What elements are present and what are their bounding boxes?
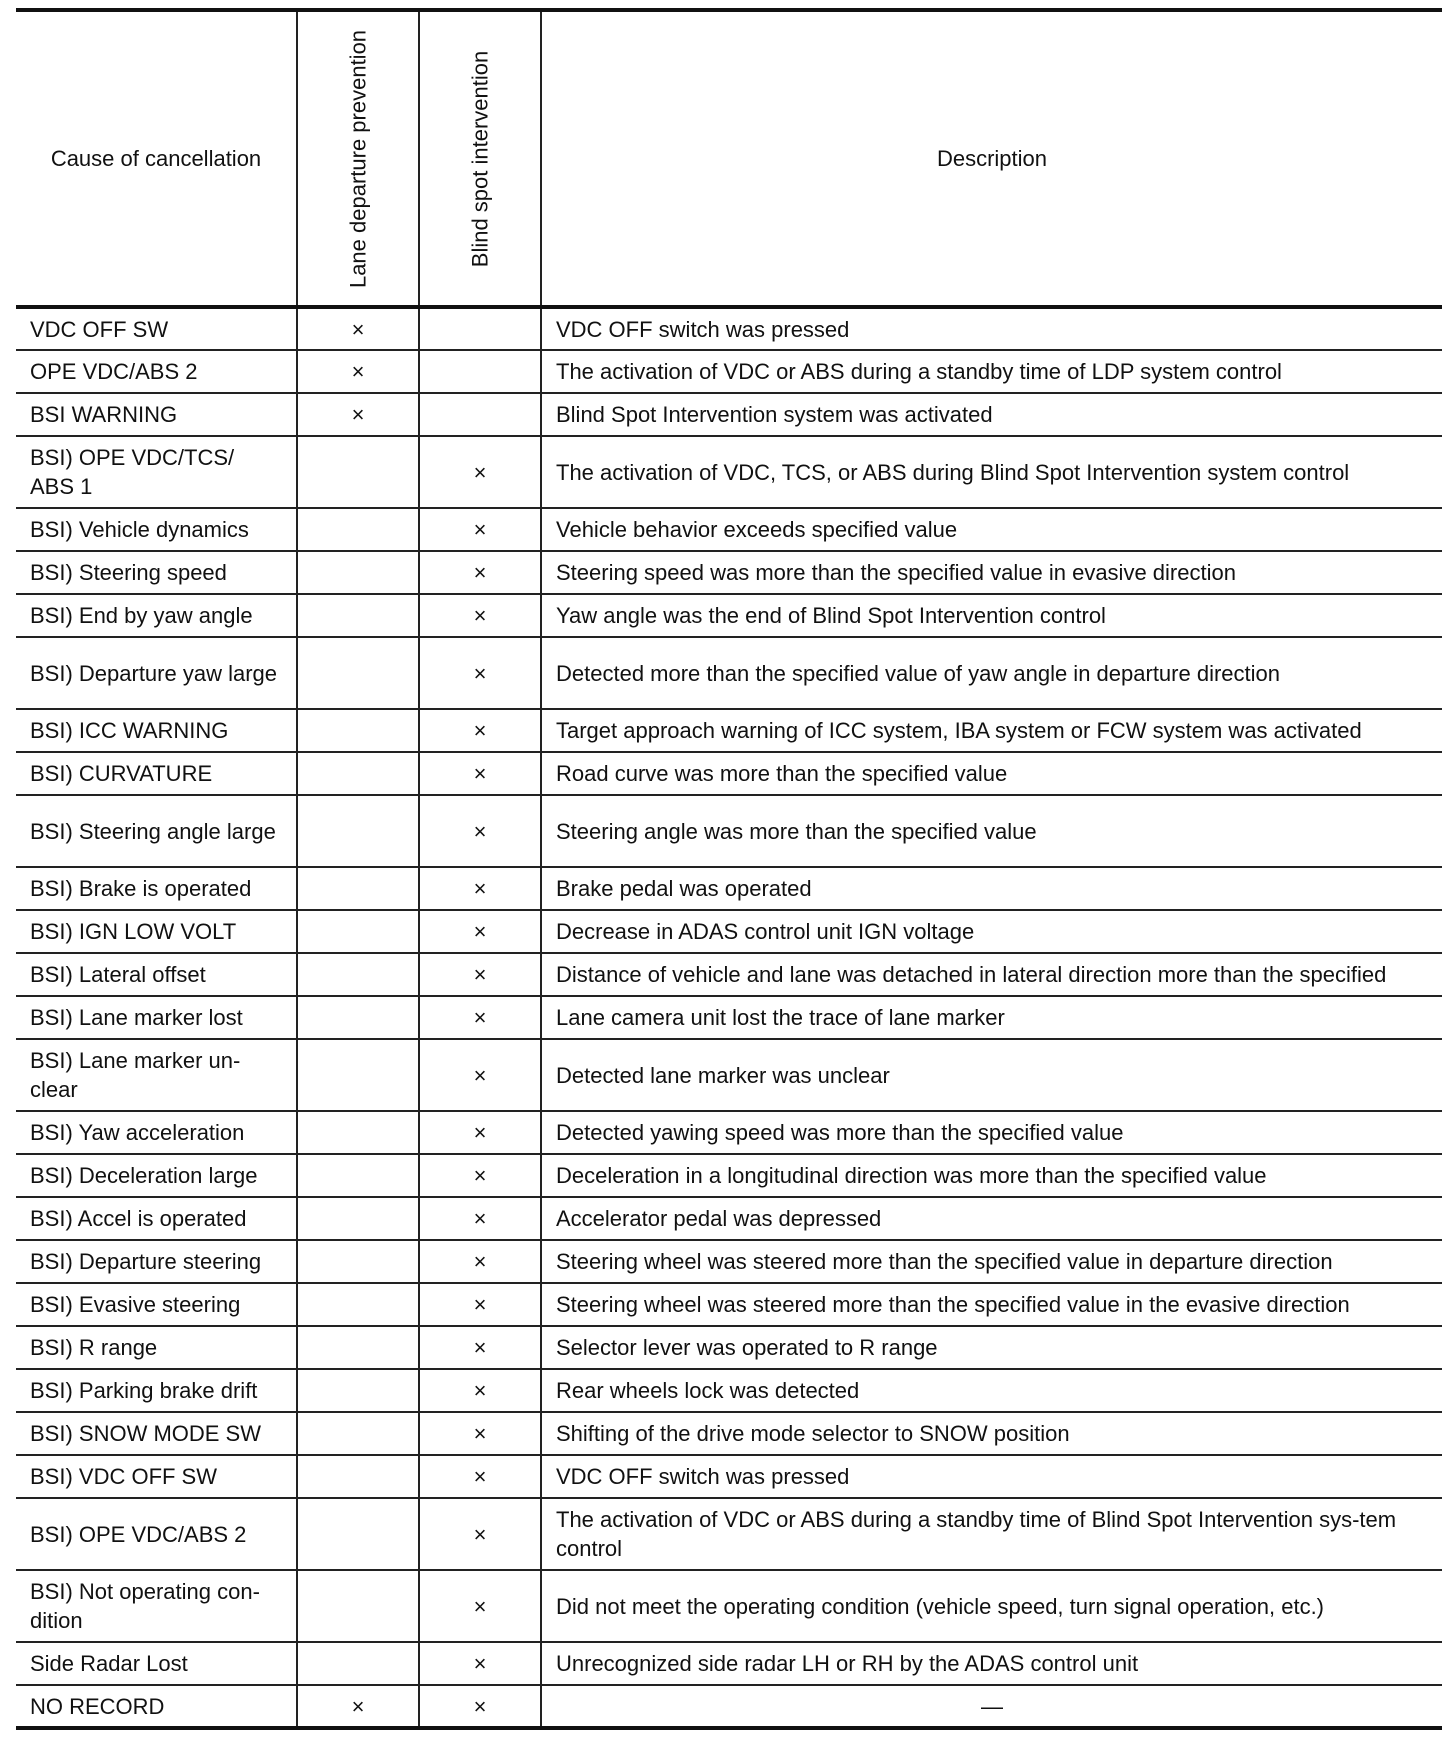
bsi-mark-cell: × — [419, 867, 541, 910]
description-cell: Decrease in ADAS control unit IGN voltage — [541, 910, 1442, 953]
ldp-mark-cell — [297, 1240, 419, 1283]
cause-cell: BSI) Parking brake drift — [16, 1369, 297, 1412]
header-ldp-label: Lane departure prevention — [345, 29, 371, 288]
description-cell: Steering wheel was steered more than the specified value in departure direction — [541, 1240, 1442, 1283]
table-row — [16, 1326, 1442, 1369]
bsi-mark-cell: × — [419, 1642, 541, 1685]
description-cell: Blind Spot Intervention system was activated — [541, 393, 1442, 436]
ldp-mark-cell — [297, 1642, 419, 1685]
table-row — [16, 1154, 1442, 1197]
header-bsi — [419, 10, 541, 307]
description-cell: Steering angle was more than the specified value — [541, 795, 1442, 867]
bsi-mark-cell: × — [419, 1111, 541, 1154]
header-description: Description — [541, 10, 1442, 307]
table-row — [16, 637, 1442, 709]
description-cell: Selector lever was operated to R range — [541, 1326, 1442, 1369]
description-cell: VDC OFF switch was pressed — [541, 1455, 1442, 1498]
cause-cell: Side Radar Lost — [16, 1642, 297, 1685]
cause-cell: BSI) Steering angle large — [16, 795, 297, 867]
bsi-mark-cell: × — [419, 1039, 541, 1111]
table-row — [16, 436, 1442, 508]
ldp-mark-cell — [297, 1369, 419, 1412]
bsi-mark-cell: × — [419, 436, 541, 508]
ldp-mark-cell: × — [297, 1685, 419, 1728]
bsi-mark-cell: × — [419, 1455, 541, 1498]
bsi-mark-cell: × — [419, 551, 541, 594]
bsi-mark-cell: × — [419, 1326, 541, 1369]
cause-cell: BSI) Deceleration large — [16, 1154, 297, 1197]
table-row — [16, 1642, 1442, 1685]
ldp-mark-cell — [297, 551, 419, 594]
description-cell: Distance of vehicle and lane was detached in lateral direction more than the specified — [541, 953, 1442, 996]
table-row — [16, 996, 1442, 1039]
cause-cell: BSI) Vehicle dynamics — [16, 508, 297, 551]
cause-cell: VDC OFF SW — [16, 307, 297, 350]
cause-cell: BSI) VDC OFF SW — [16, 1455, 297, 1498]
table-row — [16, 1197, 1442, 1240]
cause-cell: BSI) Steering speed — [16, 551, 297, 594]
cause-cell: BSI) Lane marker un-clear — [16, 1039, 297, 1111]
table-row — [16, 1498, 1442, 1570]
ldp-mark-cell: × — [297, 350, 419, 393]
bsi-mark-cell: × — [419, 709, 541, 752]
ldp-mark-cell — [297, 1111, 419, 1154]
ldp-mark-cell — [297, 1570, 419, 1642]
ldp-mark-cell — [297, 594, 419, 637]
table-row — [16, 1570, 1442, 1642]
ldp-mark-cell — [297, 637, 419, 709]
table-row — [16, 1240, 1442, 1283]
cause-cell: BSI) Yaw acceleration — [16, 1111, 297, 1154]
description-cell: Brake pedal was operated — [541, 867, 1442, 910]
ldp-mark-cell — [297, 508, 419, 551]
bsi-mark-cell: × — [419, 508, 541, 551]
cause-cell: BSI) Not operating con-dition — [16, 1570, 297, 1642]
description-cell: Vehicle behavior exceeds specified value — [541, 508, 1442, 551]
bsi-mark-cell: × — [419, 1283, 541, 1326]
ldp-mark-cell — [297, 1039, 419, 1111]
bsi-mark-cell: × — [419, 1154, 541, 1197]
description-cell: VDC OFF switch was pressed — [541, 307, 1442, 350]
cancellation-table — [16, 8, 1442, 1730]
table-row — [16, 910, 1442, 953]
bsi-mark-cell: × — [419, 594, 541, 637]
bsi-mark-cell: × — [419, 1369, 541, 1412]
table-row — [16, 953, 1442, 996]
cause-cell: BSI) R range — [16, 1326, 297, 1369]
ldp-mark-cell — [297, 910, 419, 953]
description-cell: Steering wheel was steered more than the specified value in the evasive direction — [541, 1283, 1442, 1326]
ldp-mark-cell — [297, 752, 419, 795]
description-cell: Unrecognized side radar LH or RH by the ADAS control unit — [541, 1642, 1442, 1685]
table-row — [16, 1412, 1442, 1455]
cause-cell: BSI) Departure steering — [16, 1240, 297, 1283]
bsi-mark-cell: × — [419, 1498, 541, 1570]
bsi-mark-cell: × — [419, 795, 541, 867]
bsi-mark-cell: × — [419, 637, 541, 709]
table-row — [16, 1455, 1442, 1498]
table-body — [16, 307, 1442, 1728]
description-cell: Rear wheels lock was detected — [541, 1369, 1442, 1412]
description-cell: Deceleration in a longitudinal direction was more than the specified value — [541, 1154, 1442, 1197]
bsi-mark-cell: × — [419, 1685, 541, 1728]
table-row — [16, 1039, 1442, 1111]
cause-cell: BSI) Lateral offset — [16, 953, 297, 996]
bsi-mark-cell: × — [419, 1412, 541, 1455]
bsi-mark-cell: × — [419, 752, 541, 795]
table-row — [16, 393, 1442, 436]
description-cell: Road curve was more than the specified value — [541, 752, 1442, 795]
bsi-mark-cell: × — [419, 996, 541, 1039]
cause-cell: NO RECORD — [16, 1685, 297, 1728]
cause-cell: BSI) OPE VDC/TCS/ ABS 1 — [16, 436, 297, 508]
description-cell: Lane camera unit lost the trace of lane marker — [541, 996, 1442, 1039]
bsi-mark-cell: × — [419, 1570, 541, 1642]
description-cell: Steering speed was more than the specified value in evasive direction — [541, 551, 1442, 594]
description-cell: The activation of VDC, TCS, or ABS during Blind Spot Intervention system control — [541, 436, 1442, 508]
description-cell: Yaw angle was the end of Blind Spot Intervention control — [541, 594, 1442, 637]
table-row — [16, 508, 1442, 551]
bsi-mark-cell: × — [419, 953, 541, 996]
cause-cell: BSI) Evasive steering — [16, 1283, 297, 1326]
table-row — [16, 709, 1442, 752]
ldp-mark-cell — [297, 1197, 419, 1240]
bsi-mark-cell — [419, 393, 541, 436]
description-cell: Accelerator pedal was depressed — [541, 1197, 1442, 1240]
cause-cell: BSI) Lane marker lost — [16, 996, 297, 1039]
table-row — [16, 594, 1442, 637]
description-cell: Detected more than the specified value of yaw angle in departure direction — [541, 637, 1442, 709]
ldp-mark-cell — [297, 709, 419, 752]
table-row — [16, 307, 1442, 350]
description-cell: Target approach warning of ICC system, IBA system or FCW system was activated — [541, 709, 1442, 752]
table-row — [16, 1283, 1442, 1326]
ldp-mark-cell — [297, 867, 419, 910]
cause-cell: BSI) Brake is operated — [16, 867, 297, 910]
header-row — [16, 10, 1442, 307]
ldp-mark-cell — [297, 1154, 419, 1197]
ldp-mark-cell — [297, 996, 419, 1039]
ldp-mark-cell — [297, 436, 419, 508]
table-row — [16, 1369, 1442, 1412]
table-row — [16, 1111, 1442, 1154]
description-cell: Shifting of the drive mode selector to SNOW position — [541, 1412, 1442, 1455]
description-cell: The activation of VDC or ABS during a standby time of Blind Spot Intervention sys-tem control — [541, 1498, 1442, 1570]
description-cell: The activation of VDC or ABS during a standby time of LDP system control — [541, 350, 1442, 393]
bsi-mark-cell: × — [419, 1240, 541, 1283]
cause-cell: OPE VDC/ABS 2 — [16, 350, 297, 393]
table-row — [16, 1685, 1442, 1728]
bsi-mark-cell — [419, 350, 541, 393]
cause-cell: BSI) OPE VDC/ABS 2 — [16, 1498, 297, 1570]
ldp-mark-cell: × — [297, 393, 419, 436]
bsi-mark-cell — [419, 307, 541, 350]
ldp-mark-cell — [297, 1326, 419, 1369]
cause-cell: BSI WARNING — [16, 393, 297, 436]
table-row — [16, 795, 1442, 867]
cause-cell: BSI) IGN LOW VOLT — [16, 910, 297, 953]
ldp-mark-cell — [297, 1455, 419, 1498]
table-row — [16, 867, 1442, 910]
cause-cell: BSI) SNOW MODE SW — [16, 1412, 297, 1455]
ldp-mark-cell — [297, 1498, 419, 1570]
ldp-mark-cell — [297, 795, 419, 867]
cause-cell: BSI) Departure yaw large — [16, 637, 297, 709]
ldp-mark-cell — [297, 1412, 419, 1455]
ldp-mark-cell — [297, 953, 419, 996]
header-ldp — [297, 10, 419, 307]
description-cell: Detected yawing speed was more than the specified value — [541, 1111, 1442, 1154]
header-cause: Cause of cancellation — [16, 10, 297, 307]
description-cell: Did not meet the operating condition (vehicle speed, turn signal operation, etc.) — [541, 1570, 1442, 1642]
table-row — [16, 551, 1442, 594]
table-row — [16, 350, 1442, 393]
ldp-mark-cell — [297, 1283, 419, 1326]
cause-cell: BSI) Accel is operated — [16, 1197, 297, 1240]
cause-cell: BSI) ICC WARNING — [16, 709, 297, 752]
bsi-mark-cell: × — [419, 910, 541, 953]
description-cell: — — [541, 1685, 1442, 1728]
table-row — [16, 752, 1442, 795]
description-cell: Detected lane marker was unclear — [541, 1039, 1442, 1111]
bsi-mark-cell: × — [419, 1197, 541, 1240]
cause-cell: BSI) End by yaw angle — [16, 594, 297, 637]
header-bsi-label: Blind spot intervention — [467, 50, 493, 267]
cause-cell: BSI) CURVATURE — [16, 752, 297, 795]
ldp-mark-cell: × — [297, 307, 419, 350]
